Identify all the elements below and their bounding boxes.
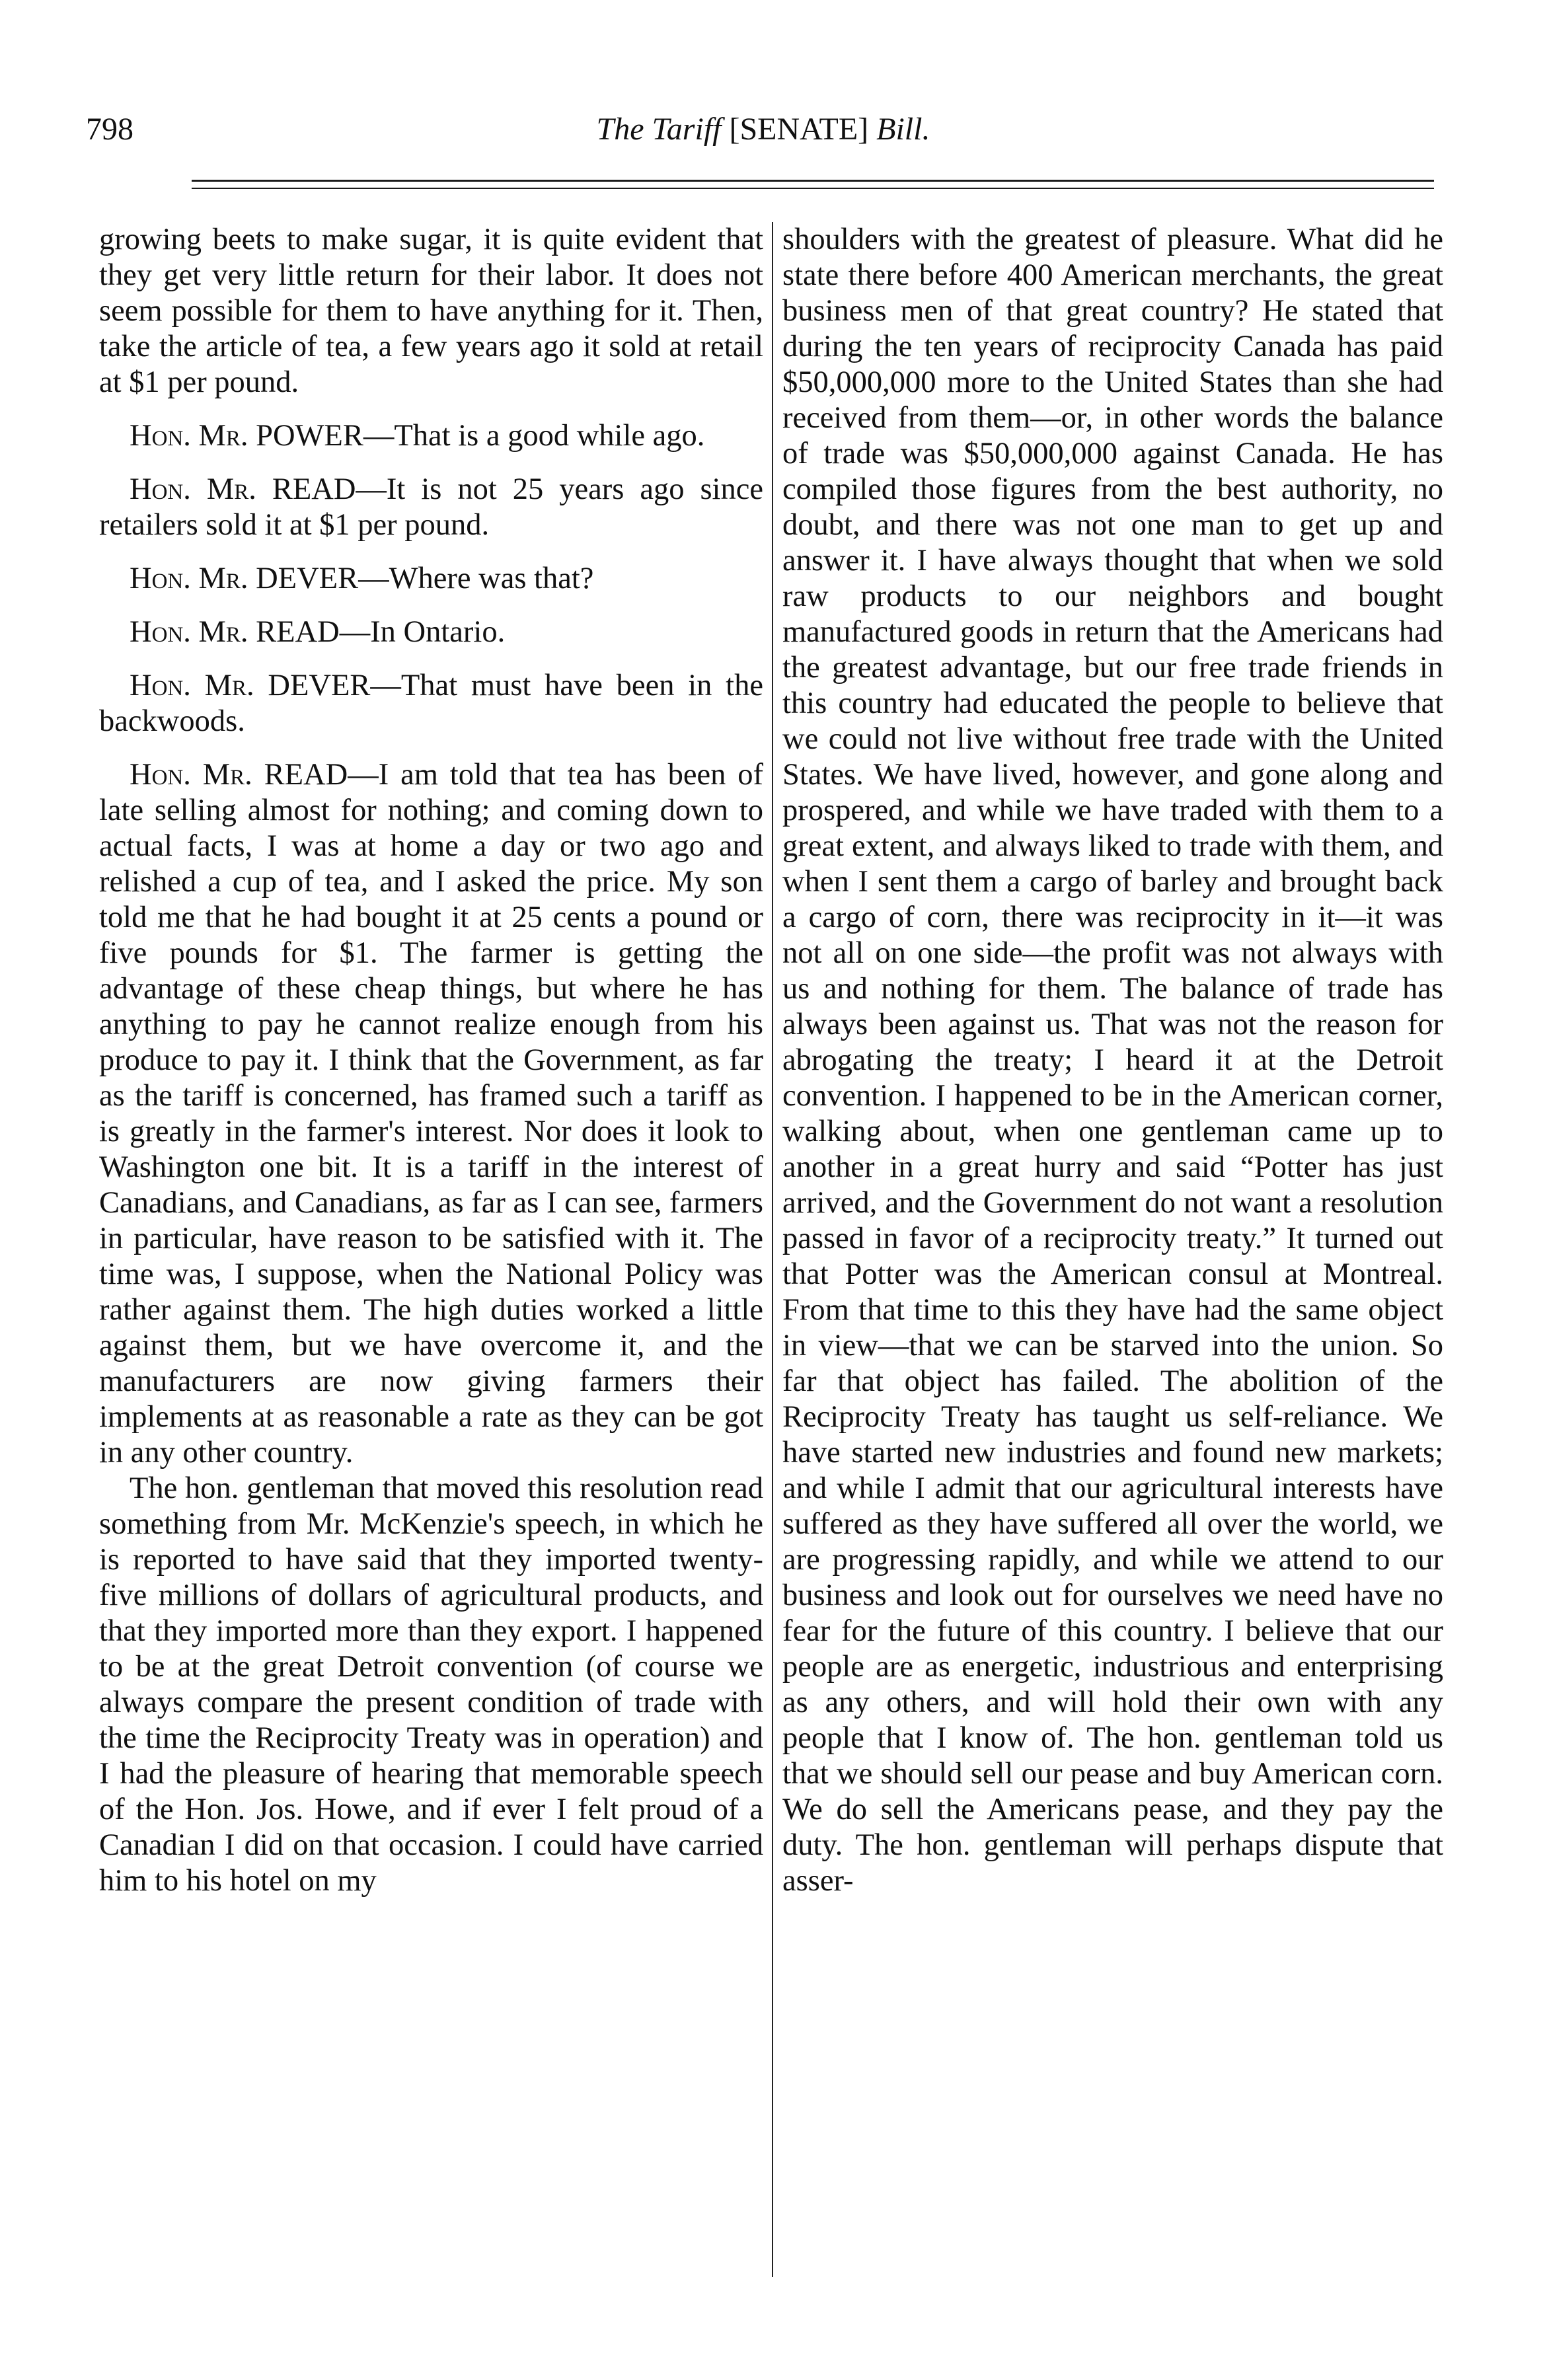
paragraph [99, 418, 763, 454]
running-title-chamber: [SENATE] [729, 112, 869, 147]
paragraph-text: —It is not 25 years ago since retailers sold it at $1 per pound. [99, 472, 763, 542]
running-title-part-1: The Tariff [596, 112, 722, 147]
paragraph [99, 757, 763, 1471]
page-number: 798 [86, 112, 133, 147]
paragraph [99, 561, 763, 597]
speaker-name: Hon. Mr. DEVER [130, 562, 359, 595]
paragraph-text: —That is a good while ago. [363, 419, 705, 453]
paragraph-text: —That must have been in the backwoods. [99, 669, 763, 738]
paragraph [782, 222, 1443, 1899]
paragraph [99, 472, 763, 543]
header-rule-thick [192, 180, 1434, 182]
paragraph-text: —Where was that? [358, 562, 594, 595]
paragraph-text: —I am told that tea has been of late selling almost for nothing; and coming down to actual facts, I was at home a day or two ago and relished a cup of tea, and I asked the price. My son told me that he had bought it at 25 cents a pound or five pounds for $1. The farmer is getting the advantage of these cheap things, but where he has anything to pay he cannot realize enough from his produce to pay it. I think that the Government, as far as the tariff is concerned, has framed such a tariff as is greatly in the farmer's interest. Nor does it look to Washington one bit. It is a tariff in the interest of Canadians, and Canadians, as far as I can see, farmers in particular, have reason to be satisfied with it. The time was, I suppose, when the National Policy was rather against them. The high duties worked a little against them, but we have overcome it, and the manufacturers are now giving farmers their implements at as reasonable a rate as they can be got in any other country. [99, 758, 763, 1469]
paragraph-text: The hon. gentleman that moved this resolution read something from Mr. McKenzie's speech, in which he is reported to have said that they imported twenty-five millions of dollars of agricultural products, and that they imported more than they export. I happened to be at the great Detroit convention (of course we always compare the present condition of trade with the time the Reciprocity Treaty was in operation) and I had the pleasure of hearing that memorable speech of the Hon. Jos. Howe, and if ever I felt proud of a Canadian I did on that occasion. I could have carried him to his hotel on my [99, 1471, 763, 1898]
speaker-name: Hon. Mr. READ [130, 758, 348, 792]
speaker-name: Hon. Mr. READ [130, 615, 340, 649]
right-column [782, 222, 1443, 2290]
page-header [86, 111, 1441, 157]
paragraph-text: growing beets to make sugar, it is quite evident that they get very little return for their labor. It does not seem possible for them to have anything for it. Then, take the article of tea, a few years ago it sold at retail at $1 per pound. [99, 223, 763, 399]
running-title [86, 111, 1441, 147]
paragraph-text: —In Ontario. [339, 615, 506, 649]
paragraph [99, 668, 763, 739]
left-column [99, 222, 763, 2290]
column-divider [772, 222, 773, 2277]
paragraph [99, 614, 763, 650]
header-rule-thin [192, 188, 1434, 189]
paragraph [99, 222, 763, 400]
speaker-name: Hon. Mr. POWER [130, 419, 363, 453]
running-title-part-2: Bill. [876, 112, 930, 147]
speaker-name: Hon. Mr. DEVER [130, 669, 371, 702]
speaker-name: Hon. Mr. READ [130, 472, 356, 506]
paragraph-text: shoulders with the greatest of pleasure. What did he state there before 400 American merchants, the great business men of that great country? He stated that during the ten years of reciprocity Canada has paid $50,000,000 more to the United States than she had received from them—or, in other words the balance of trade was $50,000,000 against Canada. He has compiled those figures from the best authority, no doubt, and there was not one man to get up and answer it. I have always thought that when we sold raw products to our neighbors and bought manufactured goods in return that the Americans had the greatest advantage, but our free trade friends in this country had educated the people to believe that we could not live without free trade with the United States. We have lived, however, and gone along and prospered, and while we have traded with them to a great extent, and always liked to trade with them, and when I sent them a cargo of barley and brought back a cargo of corn, there was reciprocity in it—it was not all on one side—the profit was not always with us and nothing for them. The balance of trade has always been against us. That was not the reason for abrogating the treaty; I heard it at the Detroit convention. I happened to be in the American corner, walking about, when one gentleman came up to another in a great hurry and said “Potter has just arrived, and the Government do not want a resolution passed in favor of a reciprocity treaty.” It turned out that Potter was the American consul at Montreal. From that time to this they have had the same object in view—that we can be starved into the union. So far that object has failed. The abolition of the Reciprocity Treaty has taught us self-reliance. We have started new industries and found new markets; and while I admit that our agricultural interests have suffered as they have suffered all over the world, we are progressing rapidly, and while we attend to our business and look out for ourselves we need have no fear for the future of this country. I believe that our people are as energetic, industrious and enterprising as any others, and will hold their own with any people that I know of. The hon. gentleman told us that we should sell our pease and buy American corn. We do sell the Americans pease, and they pay the duty. The hon. gentleman will perhaps dispute that asser- [782, 223, 1443, 1898]
paragraph [99, 1471, 763, 1899]
